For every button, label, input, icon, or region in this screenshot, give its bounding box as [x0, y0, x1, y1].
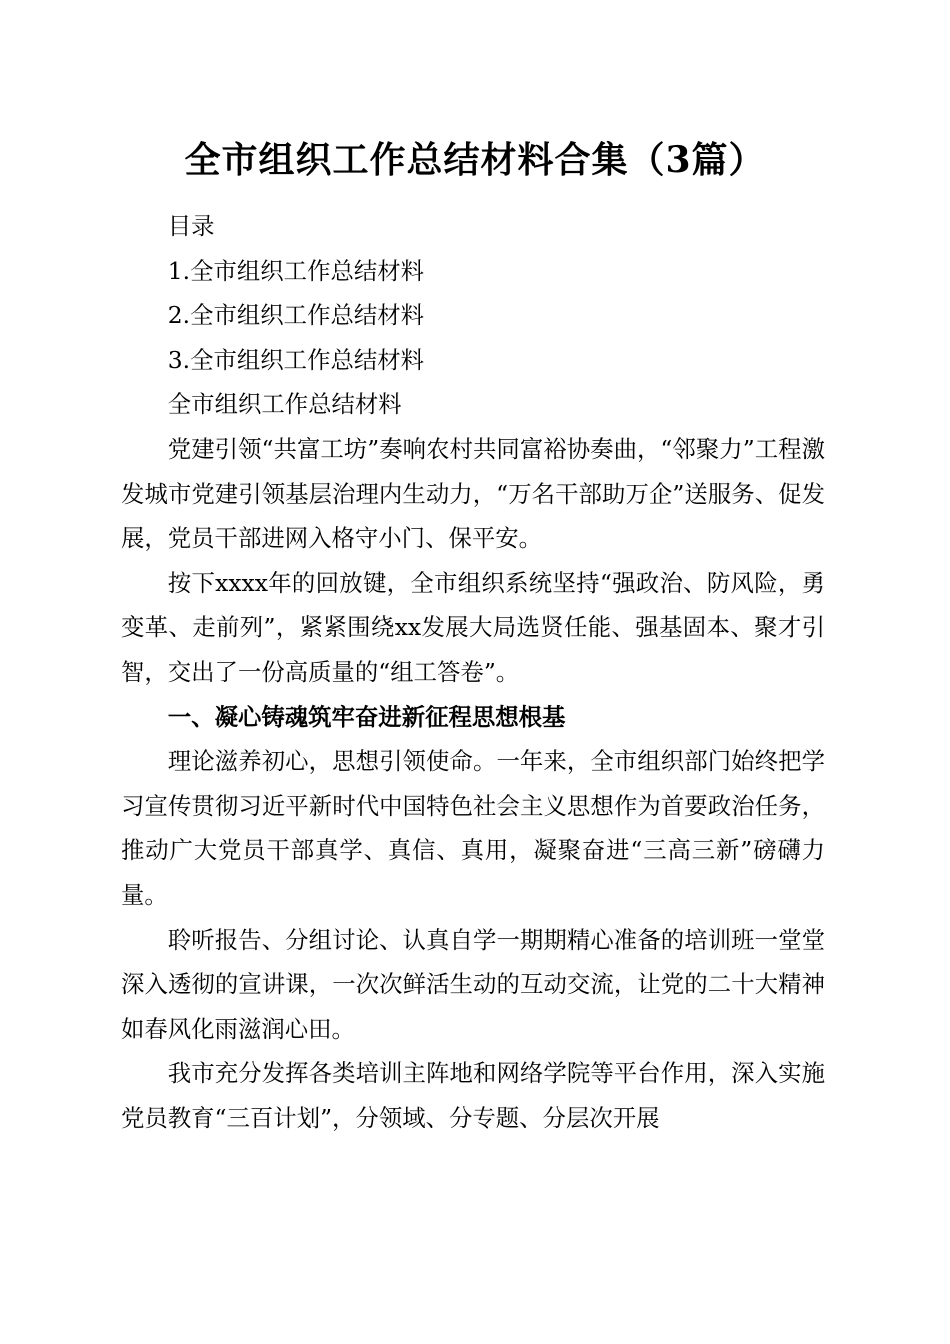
toc-item: 1.全市组织工作总结材料	[167, 256, 425, 285]
paragraph: 按下xxxx年的回放键，全市组织系统坚持“强政治、防风险，勇变革、走前列”，紧紧围绕xx发展大局选贤任能、强基固本、聚才引智，交出了一份高质量的“组工答卷”。	[121, 568, 825, 686]
toc-heading: 目录	[167, 212, 215, 240]
paragraph: 聆听报告、分组讨论、认真自学一期期精心准备的培训班一堂堂深入透彻的宣讲课，一次次鲜活生动的互动交流，让党的二十大精神如春风化雨滋润心田。	[121, 925, 825, 1043]
toc-item: 2.全市组织工作总结材料	[167, 301, 425, 330]
document-title: 全市组织工作总结材料合集（3篇）	[184, 139, 766, 181]
paragraph: 我市充分发挥各类培训主阵地和网络学院等平台作用，深入实施党员教育“三百计划”，分领域、分专题、分层次开展	[121, 1059, 825, 1132]
document-body	[121, 204, 825, 1140]
section-heading: 一、凝心铸魂筑牢奋进新征程思想根基	[167, 702, 566, 731]
paragraph: 理论滋养初心，思想引领使命。一年来，全市组织部门始终把学习宣传贯彻习近平新时代中国特色社会主义思想作为首要政治任务，推动广大党员干部真学、真信、真用，凝聚奋进“三高三新”磅礴力量。	[121, 747, 825, 909]
article-title: 全市组织工作总结材料	[167, 390, 402, 419]
paragraph: 党建引领“共富工坊”奏响农村共同富裕协奏曲，“邻聚力”工程激发城市党建引领基层治理内生动力，“万名干部助万企”送服务、促发展，党员干部进网入格守小门、保平安。	[121, 434, 825, 553]
toc-item: 3.全市组织工作总结材料	[167, 345, 425, 374]
